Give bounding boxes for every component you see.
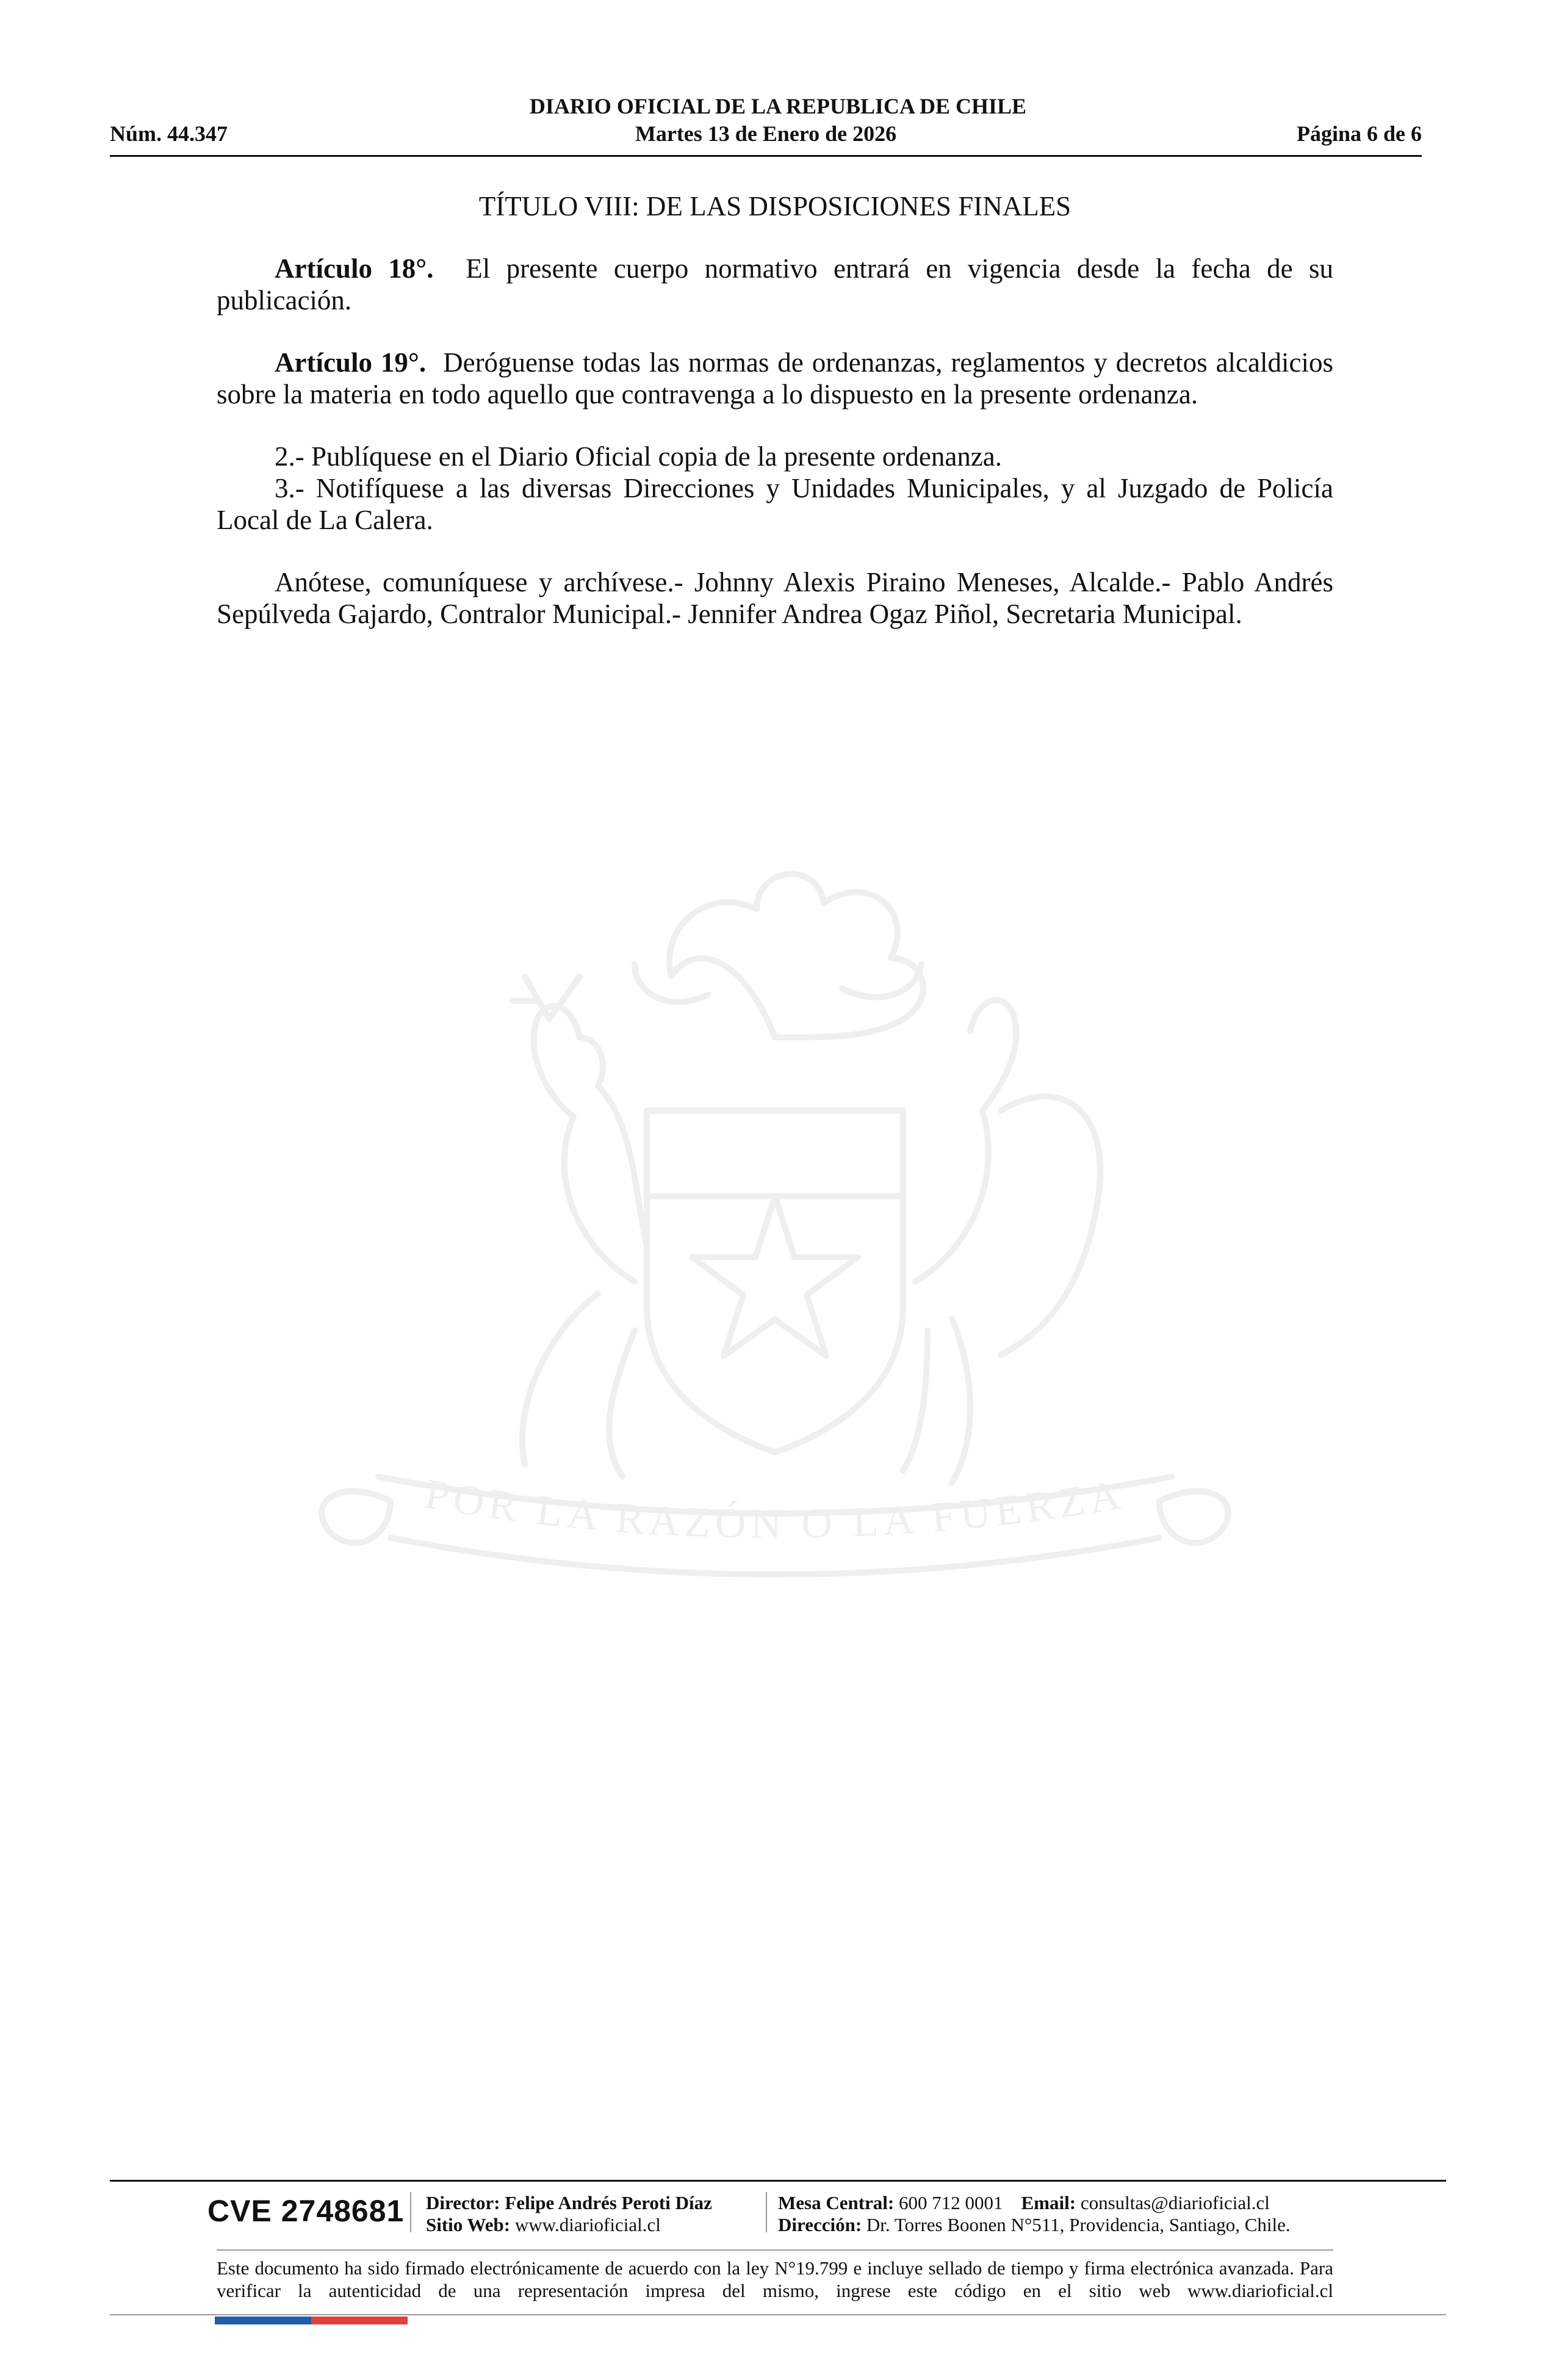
director-label: Director:: [426, 2192, 500, 2213]
issue-number: Núm. 44.347: [110, 121, 228, 146]
article-18-text: El presente cuerpo normativo entrará en vigencia desde la fecha de su publicación.: [217, 253, 1334, 316]
article-19-label: Artículo 19°.: [275, 347, 427, 378]
flag-bar-red: [311, 2317, 408, 2324]
footer-contact-block: [778, 2192, 1291, 2236]
section-title: TÍTULO VIII: DE LAS DISPOSICIONES FINALES: [478, 191, 1072, 222]
page-indicator: Página 6 de 6: [1296, 121, 1422, 146]
article-19-text: Deróguense todas las normas de ordenanzas, reglamentos y decretos alcaldicios sobre la materia en todo aquello que contravenga a lo dispuesto en la presente ordenanza.: [217, 347, 1333, 409]
web-label: Sitio Web:: [426, 2214, 511, 2235]
address-label: Dirección:: [778, 2214, 862, 2235]
header-divider: [110, 155, 1422, 157]
web-link[interactable]: www.diarioficial.cl: [514, 2214, 661, 2235]
legal-notice: Este documento ha sido firmado electrónicamente de acuerdo con la ley N°19.799 e incluye sellado de tiempo y firma electrónica avanzada. Para verificar la autenticidad de una representación impresa del mismo, ingrese este código en el sitio web www.diarioficial.cl: [217, 2257, 1333, 2301]
footer-divider-bottom: [110, 2314, 1446, 2315]
coat-of-arms-watermark-icon: [207, 854, 1342, 1672]
email-label: Email:: [1021, 2192, 1076, 2213]
footer-divider-mid: [217, 2249, 1333, 2251]
mesa-phone: 600 712 0001: [899, 2192, 1003, 2213]
item-2: 2.- Publíquese en el Diario Oficial copia de la presente ordenanza.: [275, 441, 1003, 472]
motto-text: POR LA RAZÓN O LA FUERZA: [421, 1470, 1129, 1548]
article-19: [217, 347, 1333, 410]
flag-bar-blue: [215, 2317, 311, 2324]
footer-separator: [766, 2192, 767, 2232]
director-name: Felipe Andrés Peroti Díaz: [505, 2192, 712, 2213]
item-3: 3.- Notifíquese a las diversas Direcciones y Unidades Municipales, y al Juzgado de Policía Local de La Calera.: [217, 473, 1333, 535]
closing-signatures: Anótese, comuníquese y archívese.- Johnny Alexis Piraino Meneses, Alcalde.- Pablo Andrés Sepúlveda Gajardo, Contralor Municipal.- Jennifer Andrea Ogaz Piñol, Secretaria Municipal.: [217, 567, 1333, 629]
footer-director-block: [426, 2192, 712, 2236]
mesa-label: Mesa Central:: [778, 2192, 895, 2213]
header-row: [110, 120, 1422, 147]
address-text: Dr. Torres Boonen N°511, Providencia, Santiago, Chile.: [866, 2214, 1291, 2235]
document-body: [217, 190, 1333, 660]
cve-code: CVE 2748681: [207, 2194, 405, 2228]
issue-date: Martes 13 de Enero de 2026: [635, 121, 897, 146]
footer-separator: [410, 2192, 411, 2232]
newspaper-title: DIARIO OFICIAL DE LA REPUBLICA DE CHILE: [529, 94, 1027, 118]
article-18: [217, 253, 1333, 316]
footer-divider-top: [110, 2180, 1446, 2182]
article-18-label: Artículo 18°.: [275, 253, 434, 284]
email-link[interactable]: consultas@diarioficial.cl: [1080, 2192, 1270, 2213]
